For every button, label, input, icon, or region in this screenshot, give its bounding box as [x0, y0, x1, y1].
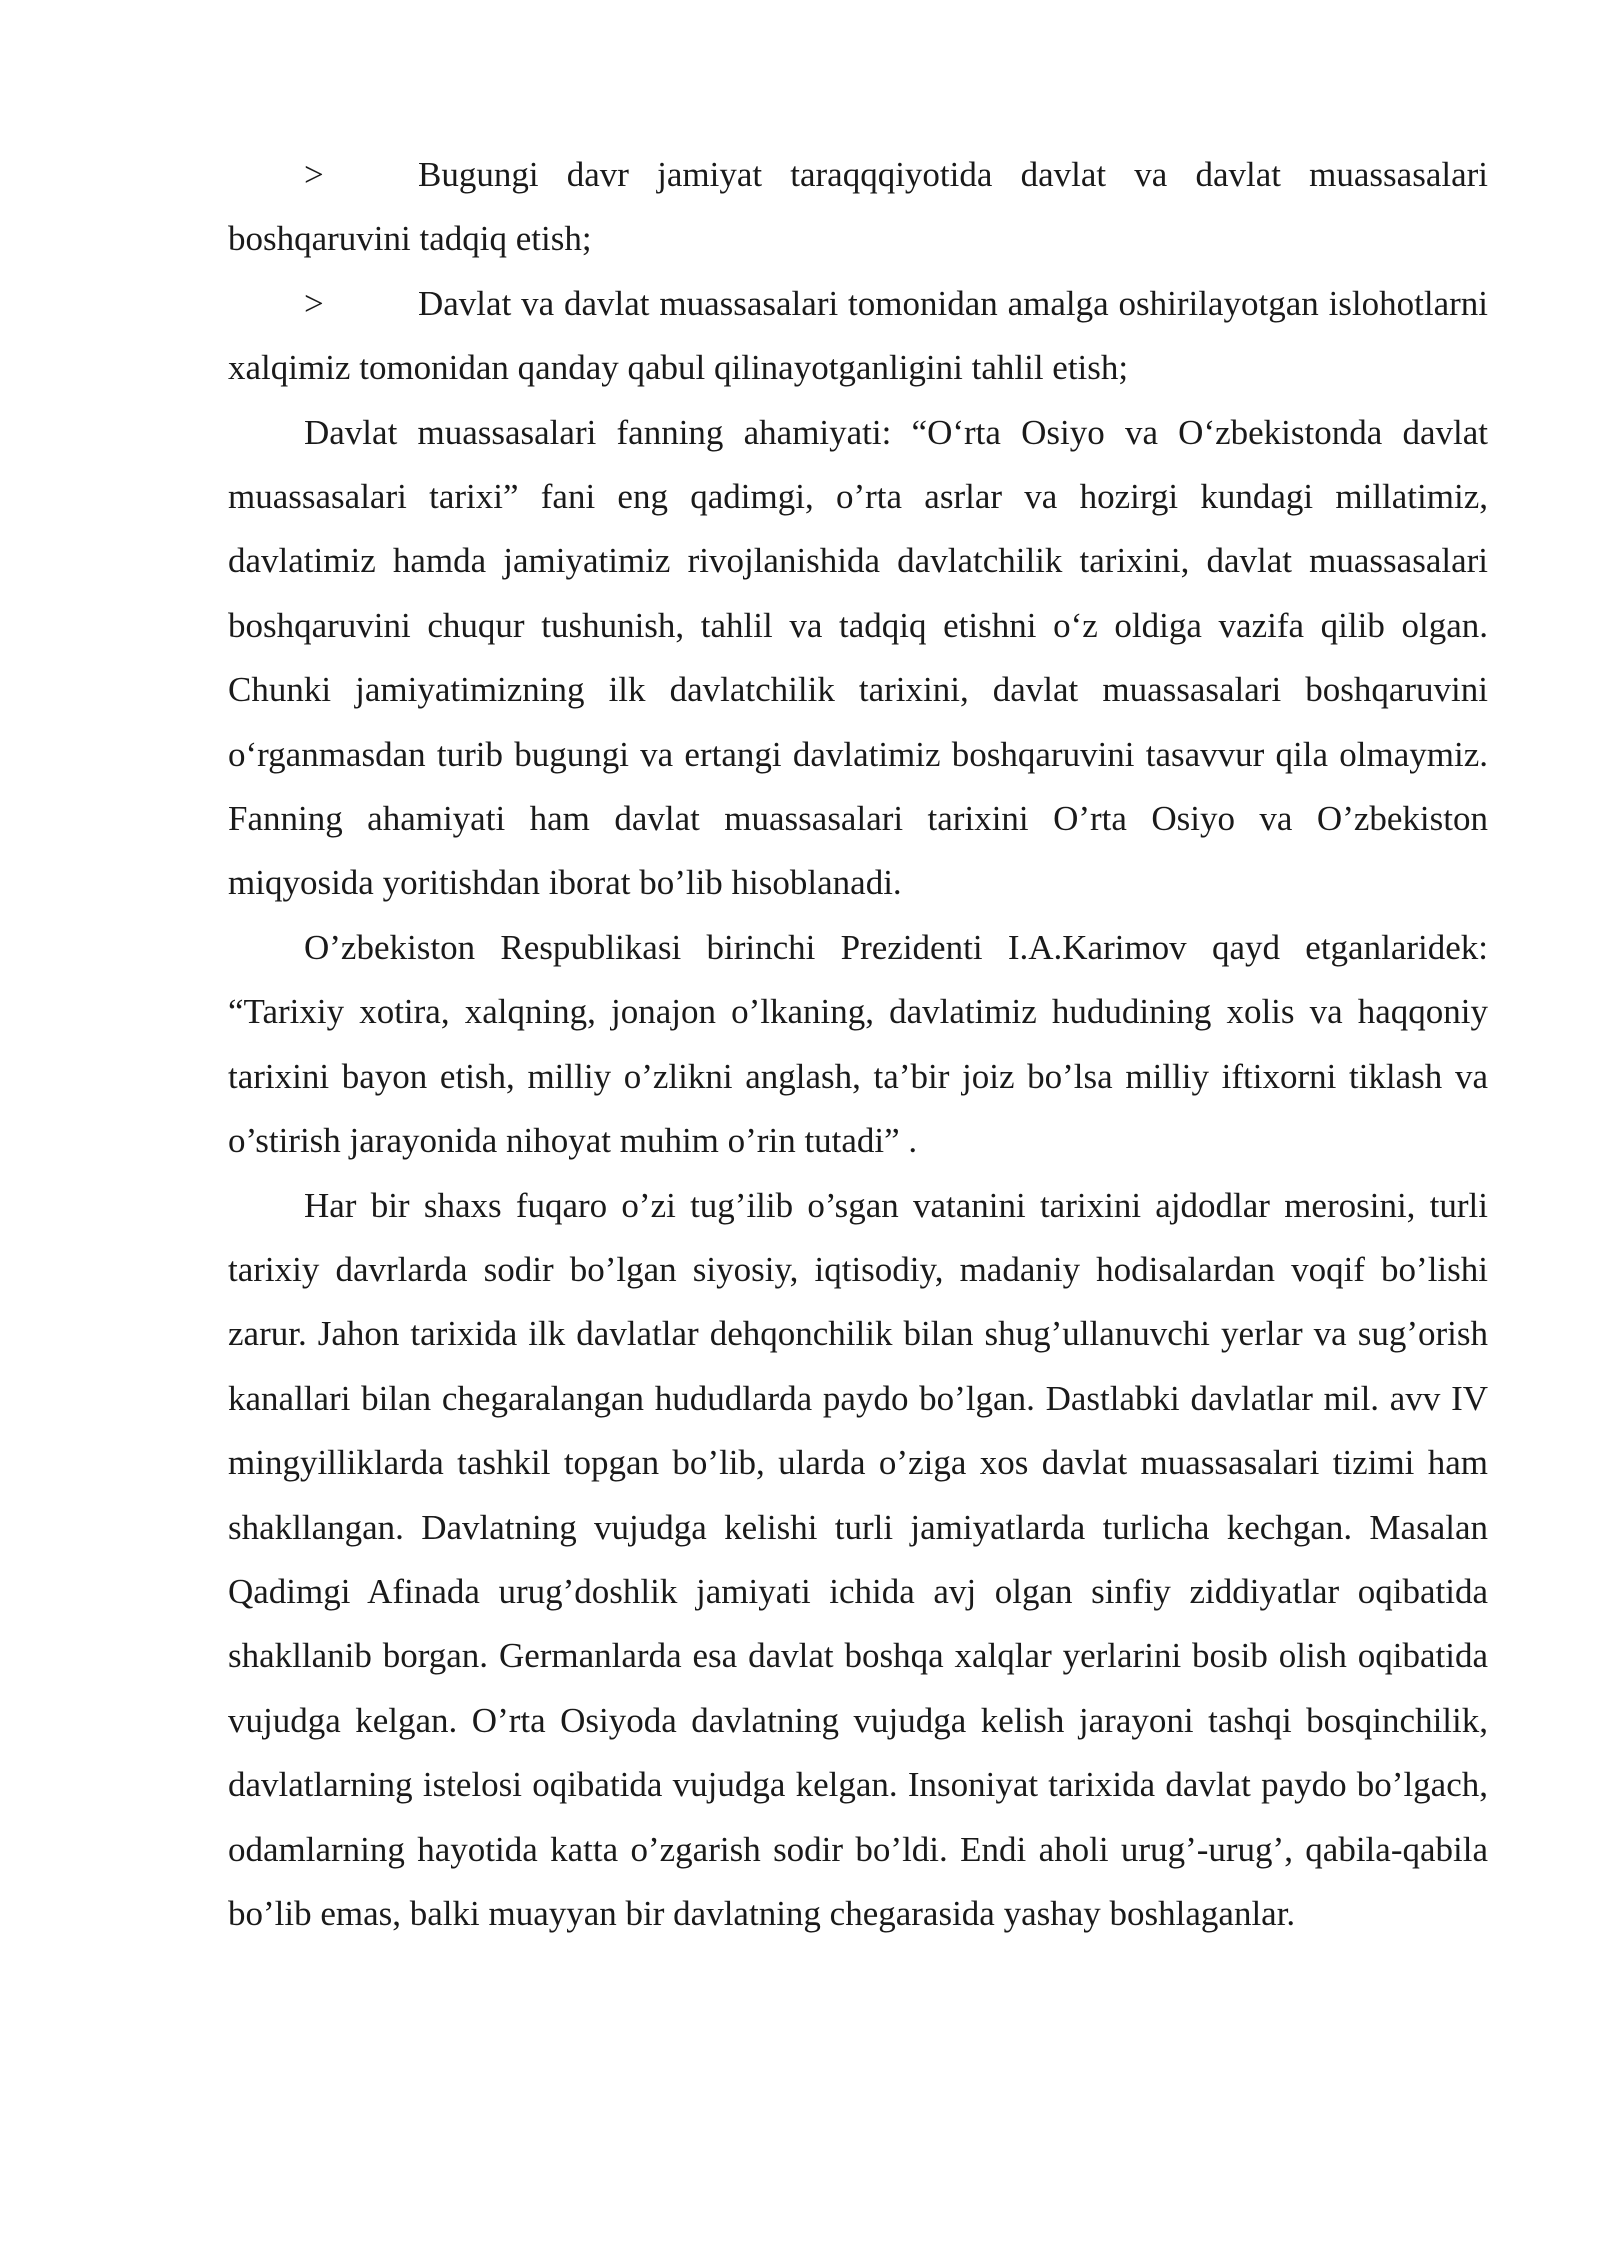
bullet-text: Bugungi davr jamiyat taraqqqiyotida davlat va davlat muassasalari boshqaruvini tadqiq etish;	[228, 155, 1488, 259]
bullet-marker: >	[304, 155, 324, 194]
bullet-item	[228, 272, 1488, 401]
bullet-marker: >	[304, 283, 324, 323]
document-page	[228, 143, 1488, 1946]
paragraph: Har bir shaxs fuqaro o’zi tug’ilib o’sgan vatanini tarixini ajdodlar merosini, turli tarixiy davrlarda sodir bo’lgan siyosiy, iqtisodiy, madaniy hodisalardan voqif bo’lishi zarur. Jahon tarixida ilk davlatlar dehqonchilik bilan shug’ullanuvchi yerlar va sug’orish kanallari bilan chegaralangan hududlarda paydo bo’lgan. Dastlabki davlatlar mil. avv IV mingyilliklarda tashkil topgan bo’lib, ularda o’ziga xos davlat muassasalari tizimi ham shakllangan. Davlatning vujudga kelishi turli jamiyatlarda turlicha kechgan. Masalan Qadimgi Afinada urug’doshlik jamiyati ichida avj olgan sinfiy ziddiyatlar oqibatida shakllanib borgan. Germanlarda esa davlat boshqa xalqlar yerlarini bosib olish oqibatida vujudga kelgan. O’rta Osiyoda davlatning vujudga kelish jarayoni tashqi bosqinchilik, davlatlarning istelosi oqibatida vujudga kelgan. Insoniyat tarixida davlat paydo bo’lgach, odamlarning hayotida katta o’zgarish sodir bo’ldi. Endi aholi urug’-urug’, qabila-qabila bo’lib emas, balki muayyan bir davlatning chegarasida yashay boshlaganlar.	[228, 1185, 1488, 1933]
paragraph: O’zbekiston Respublikasi birinchi Prezidenti I.A.Karimov qayd etganlaridek: “Tarixiy xotira, xalqning, jonajon o’lkaning, davlatimiz hududining xolis va haqqoniy tarixini bayon etish, milliy o’zlikni anglash, ta’bir joiz bo’lsa milliy iftixorni tiklash va o’stirish jarayonida nihoyat muhim o’rin tutadi” .	[228, 927, 1488, 1161]
paragraph: Davlat muassasalari fanning ahamiyati: “O‘rta Osiyo va O‘zbekistonda davlat muassasalari tarixi” fani eng qadimgi, o’rta asrlar va hozirgi kundagi millatimiz, davlatimiz hamda jamiyatimiz rivojlanishida davlatchilik tarixini, davlat muassasalari boshqaruvini chuqur tushunish, tahlil va tadqiq etishni o‘z oldiga vazifa qilib olgan. Chunki jamiyatimizning ilk davlatchilik tarixini, davlat muassasalari boshqaruvini o‘rganmasdan turib bugungi va ertangi davlatimiz boshqaruvini tasavvur qila olmaymiz. Fanning ahamiyati ham davlat muassasalari tarixini O’rta Osiyo va O’zbekiston miqyosida yoritishdan iborat bo’lib hisoblanadi.	[228, 412, 1488, 903]
bullet-text: Davlat va davlat muassasalari tomonidan amalga oshirilayotgan islohotlarni xalqimiz tomonidan qanday qabul qilinayotganligini tahlil etish;	[228, 283, 1488, 388]
bullet-item	[228, 143, 1488, 272]
